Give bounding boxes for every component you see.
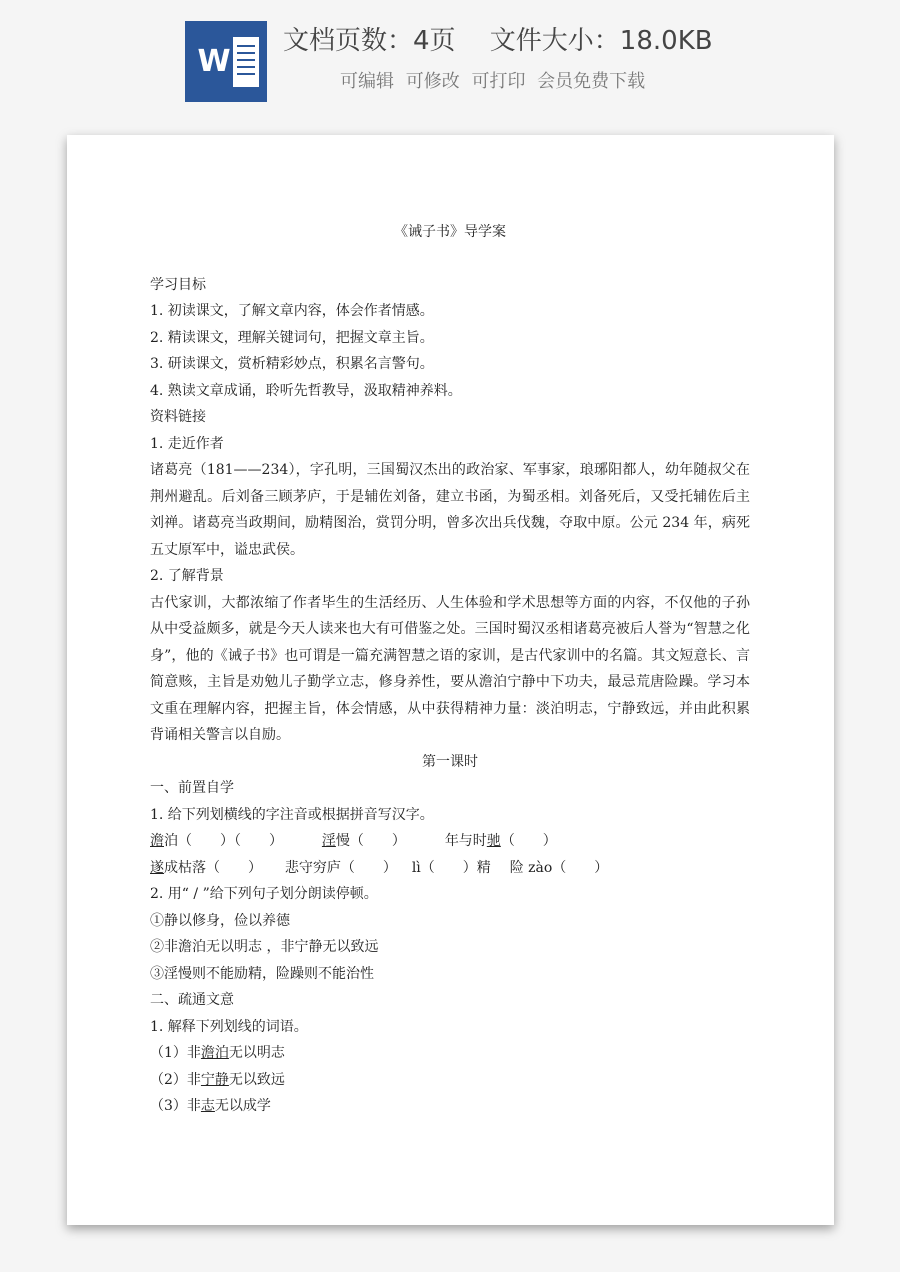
goal-item: 2. 精读课文，理解关键词句，把握文章主旨。 <box>150 329 434 346</box>
file-info-title: 文档页数：4页 文件大小：18.0KB <box>283 26 713 56</box>
file-features-subtitle: 可编辑 可修改 可打印 会员免费下载 <box>340 71 646 92</box>
smooth-heading: 二、疏通文意 <box>150 992 234 1008</box>
word-item: （2）非宁静无以致远 <box>150 1071 285 1088</box>
word-document-icon: W <box>185 21 267 102</box>
answer-blank: （ ） <box>349 833 406 849</box>
goal-item: 3. 研读课文，赏析精彩妙点，积累名言警句。 <box>150 356 434 372</box>
sentence-item: ①静以修身，俭以养德 <box>150 912 290 929</box>
pinyin-row-1: 澹泊（ ）（ ） 淫慢（ ） 年与时驰（ ） <box>150 833 557 849</box>
word-item: （1）非澹泊无以明志 <box>150 1045 285 1061</box>
word-item: （3）非志无以成学 <box>150 1098 271 1114</box>
lesson-title: 第一课时 <box>422 753 478 770</box>
document-page <box>67 135 834 1225</box>
question-1: 1. 给下列划横线的字注音或根据拼音写汉字。 <box>150 806 434 823</box>
question-2: 2. 用“ / ”给下列句子划分朗读停顿。 <box>150 886 378 902</box>
download-banner <box>0 0 900 130</box>
underlined-char: 淫 <box>321 833 336 849</box>
pre-study-heading: 一、前置自学 <box>150 780 234 796</box>
background-paragraph: 古代家训，大都浓缩了作者毕生的生活经历、人生体验和学术思想等方面的内容，不仅他的子孙从中受益颇多，就是今天人读来也大有可借鉴之处。三国时蜀汉丞相诸葛亮被后人誉为“智慧之化身”，他的《诫子书》也可谓是一篇充满智慧之语的家训，是古代家训中的名篇。其文短意长、言简意赅，主旨是劝勉儿子勤学立志，修身养性，要从澹泊宁静中下功夫，最忌荒唐险躁。学习本文重在理解内容，把握主旨，体会情感，从中获得精神力量：淡泊明志，宁静致远，并由此积累背诵相关警言以自励。 <box>150 594 750 743</box>
underlined-char: 澹 <box>150 833 164 849</box>
goal-item: 4. 熟读文章成诵，聆听先哲教导，汲取精神养料。 <box>150 382 462 399</box>
document-title: 《诫子书》导学案 <box>394 224 506 240</box>
author-heading: 1. 走近作者 <box>150 435 224 452</box>
underlined-char: 驰 <box>486 833 501 849</box>
underlined-char: 遂 <box>150 859 164 876</box>
goal-item: 1. 初读课文，了解文章内容，体会作者情感。 <box>150 303 434 319</box>
answer-blank: （ ）（ ） <box>178 833 283 849</box>
sentence-item: ②非澹泊无以明志 ，非宁静无以致远 <box>150 939 379 955</box>
pinyin-row-2: 遂成枯落（ ） 悲守穷庐（ ） lì（ ）精 险 zào（ ） <box>150 859 609 876</box>
materials-heading: 资料链接 <box>150 409 206 425</box>
goals-heading: 学习目标 <box>150 276 206 293</box>
author-paragraph: 诸葛亮（181——234），字孔明，三国蜀汉杰出的政治家、军事家，琅琊阳都人，幼年随叔父在荆州避乱。后刘备三顾茅庐，于是辅佐刘备，建立书函，为蜀丞相。刘备死后，又受托辅佐后主刘禅。诸葛亮当政期间，励精图治，赏罚分明，曾多次出兵伐魏，夺取中原。公元 234 年，病死五丈原军中，谥忠武侯。 <box>150 462 750 558</box>
question-3: 1. 解释下列划线的词语。 <box>150 1018 308 1035</box>
answer-blank: （ ） <box>500 833 557 849</box>
sentence-item: ③淫慢则不能励精，险躁则不能治性 <box>150 965 374 982</box>
answer-blank: （ ） <box>206 859 262 876</box>
document-body <box>150 219 750 1120</box>
background-heading: 2. 了解背景 <box>150 568 224 584</box>
